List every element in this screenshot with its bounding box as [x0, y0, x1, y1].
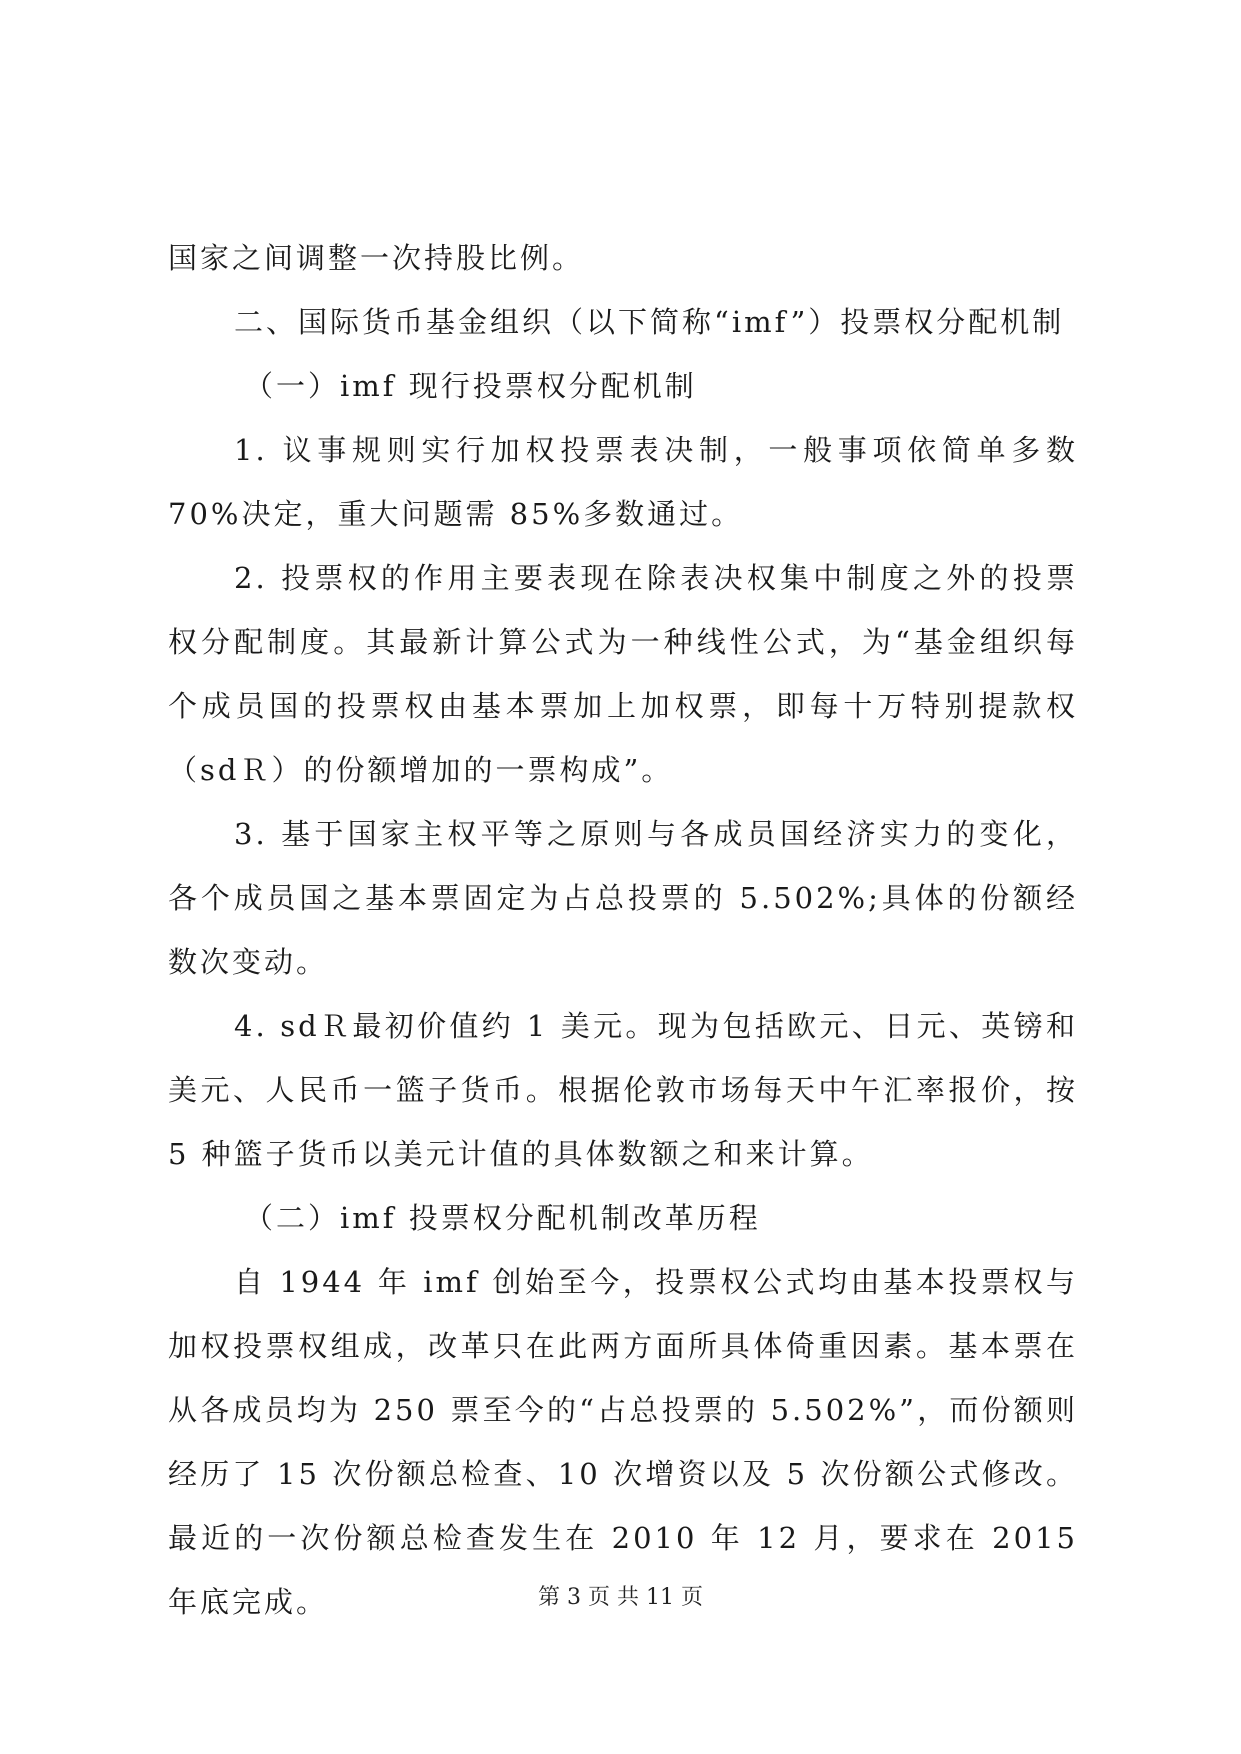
paragraph-item-4: 4. sdＲ最初价值约 1 美元。现为包括欧元、日元、英镑和美元、人民币一篮子货币。根据伦敦市场每天中午汇率报价，按 5 种篮子货币以美元计值的具体数额之和来计算。	[168, 1009, 1078, 1171]
subsection-heading-1: （一）imf 现行投票权分配机制	[244, 369, 697, 403]
paragraph-item-2: 2. 投票权的作用主要表现在除表决权集中制度之外的投票权分配制度。其最新计算公式为一种线性公式，为“基金组织每个成员国的投票权由基本票加上加权票，即每十万特别提款权（sdＲ）的份额增加的一票构成”。	[168, 561, 1078, 787]
paragraph-history: 自 1944 年 imf 创始至今，投票权公式均由基本投票权与加权投票权组成，改革只在此两方面所具体倚重因素。基本票在从各成员均为 250 票至今的“占总投票的 5.502%”，而份额则经历了 15 次份额总检查、10 次增资以及 5 次份额公式修改。最近的一次份额总检查发生在 2010 年 12 月，要求在 2015 年底完成。	[168, 1265, 1078, 1619]
page-number-footer: 第 3 页 共 11 页	[538, 1585, 703, 1610]
body-text	[168, 226, 1078, 1634]
subsection-heading-2: （二）imf 投票权分配机制改革历程	[244, 1201, 761, 1235]
section-heading-2: 二、国际货币基金组织（以下简称“imf”）投票权分配机制	[234, 305, 1065, 339]
paragraph-item-1: 1. 议事规则实行加权投票表决制，一般事项依简单多数 70%决定，重大问题需 85%多数通过。	[168, 433, 1078, 531]
paragraph-item-3: 3. 基于国家主权平等之原则与各成员国经济实力的变化，各个成员国之基本票固定为占总投票的 5.502%;具体的份额经数次变动。	[168, 817, 1078, 979]
paragraph-continuation: 国家之间调整一次持股比例。	[168, 241, 585, 275]
